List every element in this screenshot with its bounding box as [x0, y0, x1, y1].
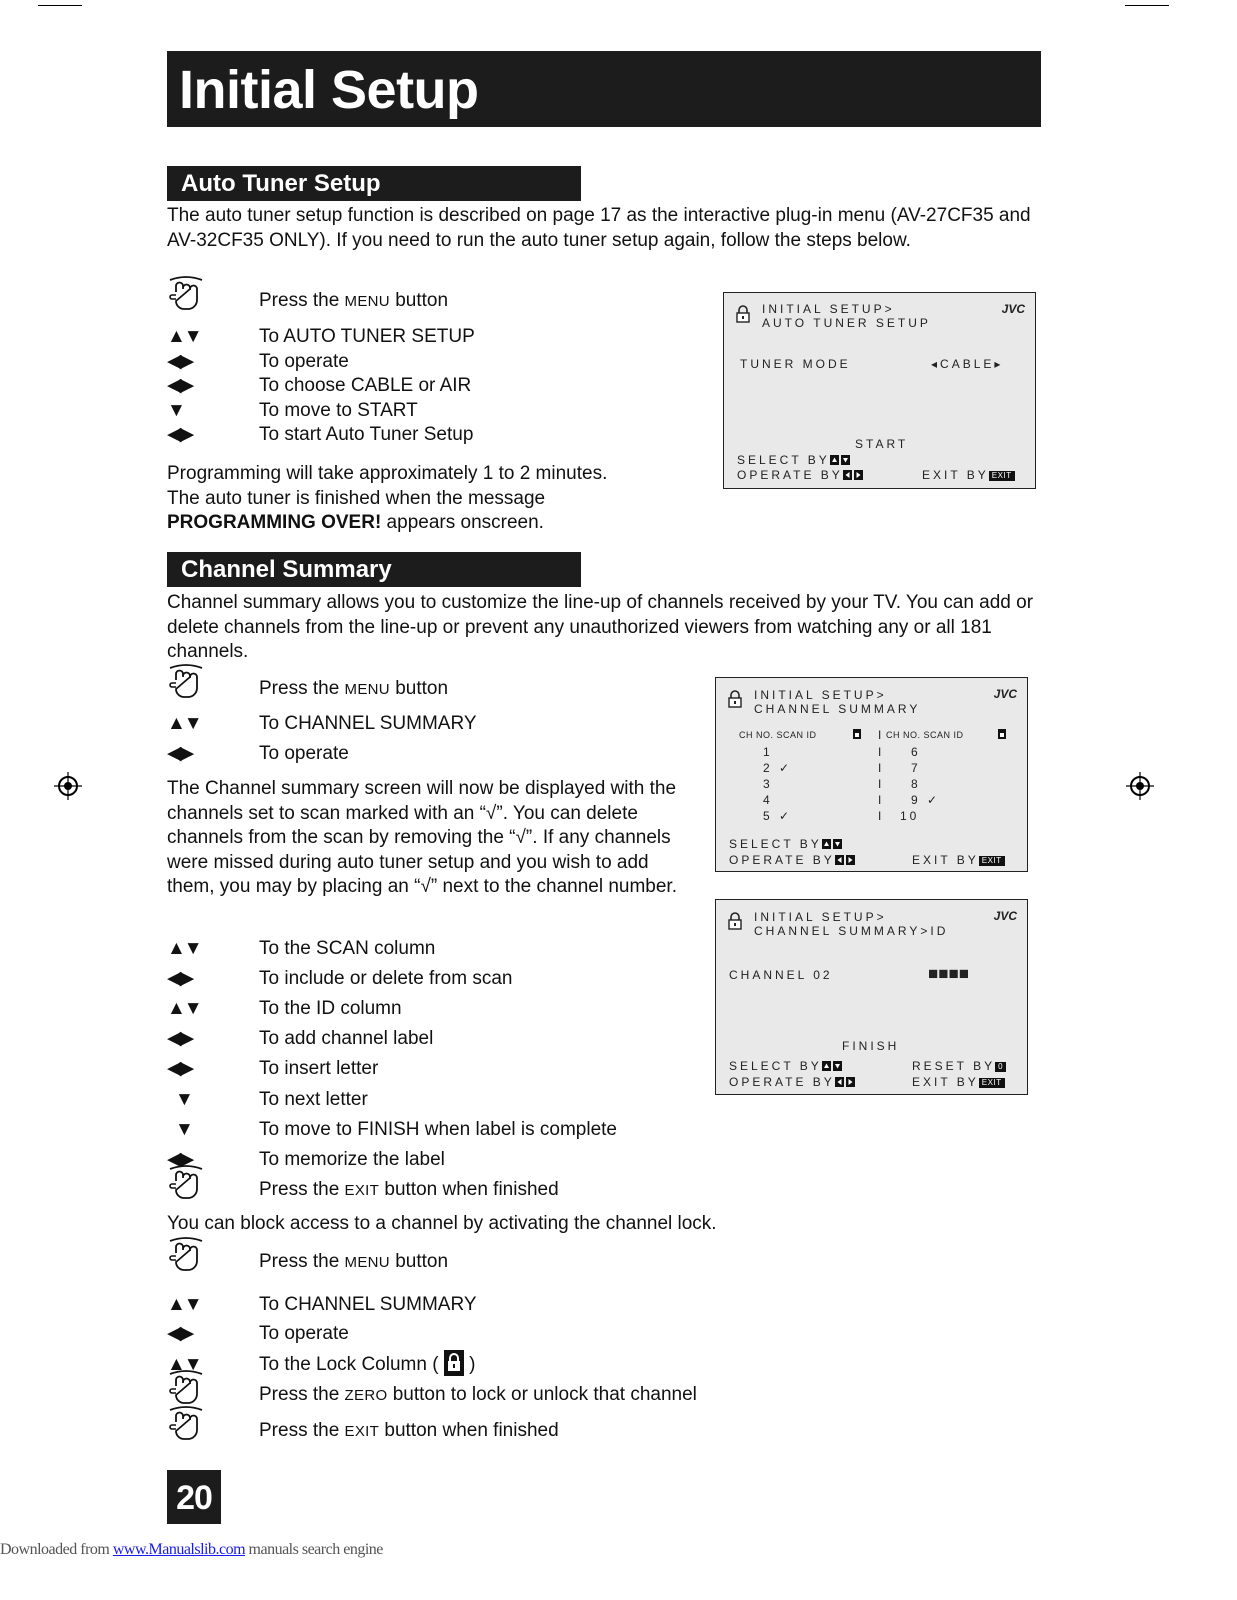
section-heading-auto-tuner: Auto Tuner Setup	[167, 166, 581, 201]
step-item: Press the MENU button	[167, 1247, 727, 1277]
menu-key-label: MENU	[344, 293, 390, 310]
step-item: ▼ To next letter	[167, 1085, 727, 1115]
left-right-arrows-icon: ◀▶	[167, 351, 193, 372]
check-icon: ✓	[927, 793, 941, 807]
step-item: ▲▼ To the Lock Column ( )	[167, 1350, 727, 1380]
up-down-arrows-icon: ▲▼	[167, 938, 201, 959]
lock-icon	[728, 912, 742, 930]
channel-summary-intro: Channel summary allows you to customize the line-up of channels received by your TV. You can add or delete channels from the line-up or prevent any unauthorized viewers from watching any or all 181 channels.	[167, 592, 1034, 662]
lock-icon	[736, 305, 750, 323]
up-down-arrows-icon: ▲▼	[167, 1354, 201, 1375]
exit-key-icon: EXIT	[979, 1078, 1005, 1088]
up-down-arrows-icon: ▲▼	[167, 998, 201, 1019]
registration-mark-icon	[1126, 772, 1154, 800]
step-item: ▲▼ To AUTO TUNER SETUP	[167, 322, 727, 352]
hand-press-icon	[167, 276, 217, 316]
step-item: ◀▶ To operate	[167, 739, 727, 769]
exit-key-icon: EXIT	[989, 471, 1015, 481]
up-down-key-icon	[822, 1060, 842, 1074]
lock-column-icon	[998, 729, 1006, 739]
left-right-key-icon	[835, 854, 855, 868]
crop-mark	[38, 5, 82, 6]
left-right-arrows-icon: ◀▶	[167, 1028, 193, 1049]
down-arrow-icon: ▼	[175, 1119, 192, 1140]
step-item: Press the MENU button	[167, 674, 727, 704]
left-right-arrows-icon: ◀▶	[167, 375, 193, 396]
step-item: ▲▼ To the SCAN column	[167, 934, 727, 964]
step-item: ▲▼ To CHANNEL SUMMARY	[167, 709, 727, 739]
step-item: ◀▶ To memorize the label	[167, 1145, 727, 1175]
step-item: ▲▼ To the ID column	[167, 994, 727, 1024]
step-item: ◀▶ To insert letter	[167, 1054, 727, 1084]
page-title: Initial Setup	[179, 60, 479, 120]
exit-key-icon: EXIT	[979, 856, 1005, 866]
step-item: Press the ZERO button to lock or unlock that channel	[167, 1380, 727, 1410]
left-right-arrows-icon: ◀▶	[167, 1323, 193, 1344]
hand-press-icon	[167, 1237, 217, 1277]
up-down-arrows-icon: ▲▼	[167, 326, 201, 347]
section-heading-channel-summary: Channel Summary	[167, 552, 581, 587]
hand-press-icon	[167, 664, 217, 704]
left-right-arrows-icon: ◀▶	[167, 1058, 193, 1079]
down-arrow-icon: ▼	[167, 400, 184, 421]
jvc-logo: JVC	[993, 687, 1017, 701]
hand-press-icon	[167, 1370, 217, 1410]
step-item: ◀▶ To add channel label	[167, 1024, 727, 1054]
up-down-key-icon	[830, 454, 850, 468]
step-item: Press the EXIT button when finished	[167, 1416, 727, 1446]
left-right-arrows-icon: ◀▶	[167, 1149, 193, 1170]
auto-tuner-intro: The auto tuner setup function is described on page 17 as the interactive plug-in menu (AV-27CF35 and AV-32CF35 ONLY). If you need to run the auto tuner setup again, follow the steps below.	[167, 205, 1031, 251]
channel-lock-intro: You can block access to a channel by activating the channel lock.	[167, 1213, 717, 1234]
lock-icon	[728, 690, 742, 708]
page-title-bar	[167, 51, 1041, 127]
step-item: ▼ To move to FINISH when label is complete	[167, 1115, 727, 1145]
osd-channel-summary-screen: INITIAL SETUP> CHANNEL SUMMARY JVC CH NO. SCAN ID I CH NO. SCAN ID 1 2 ✓ 3 4 5 ✓ I I I I I 6 7 8 9 ✓ 10 SELECT BY OPERATE BY EXIT BY EXIT	[715, 677, 1028, 872]
hand-press-icon	[167, 1406, 217, 1446]
step-item: Press the MENU button	[167, 286, 727, 316]
lock-column-icon	[853, 729, 861, 739]
jvc-logo: JVC	[993, 909, 1017, 923]
step-item: ◀▶ To operate	[167, 347, 727, 377]
left-right-key-icon	[843, 469, 863, 483]
id-cursor-blocks: ■■■■	[928, 964, 970, 983]
left-right-arrows-icon: ◀▶	[167, 743, 193, 764]
step-item: ◀▶ To choose CABLE or AIR	[167, 371, 727, 401]
channel-summary-explainer: The Channel summary screen will now be displayed with the channels set to scan marked with an “√”. You can delete channels from the scan by removing the “√”. If any channels were missed during auto tuner setup and you wish to add them, you may by placing an “√” next to the channel number.	[167, 778, 677, 897]
hand-press-icon	[167, 1165, 217, 1205]
up-down-arrows-icon: ▲▼	[167, 1294, 201, 1315]
up-down-key-icon	[822, 838, 842, 852]
registration-mark-icon	[54, 772, 82, 800]
step-item: ▲▼ To CHANNEL SUMMARY	[167, 1290, 727, 1320]
step-item: ▼ To move to START	[167, 396, 727, 426]
step-item: ◀▶ To operate	[167, 1319, 727, 1349]
step-item: ◀▶ To include or delete from scan	[167, 964, 727, 994]
step-item: Press the EXIT button when finished	[167, 1175, 727, 1205]
padlock-icon	[444, 1350, 464, 1376]
footer: Downloaded from www.Manualslib.com manuals search engine	[0, 1541, 383, 1558]
check-icon: ✓	[779, 809, 793, 823]
auto-tuner-note: Programming will take approximately 1 to 2 minutes. The auto tuner is finished when the message PROGRAMMING OVER! appears onscreen.	[167, 463, 608, 533]
up-down-arrows-icon: ▲▼	[167, 713, 201, 734]
osd-auto-tuner-screen: INITIAL SETUP> AUTO TUNER SETUP JVC TUNER MODE ◂CABLE▸ START SELECT BY OPERATE BY EXIT BY EXIT	[723, 292, 1036, 489]
step-item: ◀▶ To start Auto Tuner Setup	[167, 420, 727, 450]
manualslib-link[interactable]: www.Manualslib.com	[112, 1541, 246, 1558]
check-icon: ✓	[779, 761, 793, 775]
crop-mark	[1125, 5, 1169, 6]
left-right-arrows-icon: ◀▶	[167, 968, 193, 989]
left-right-arrows-icon: ◀▶	[167, 424, 193, 445]
page-number: 20	[167, 1470, 221, 1524]
down-arrow-icon: ▼	[175, 1089, 192, 1110]
jvc-logo: JVC	[1001, 302, 1025, 316]
left-right-key-icon	[835, 1076, 855, 1090]
osd-channel-id-screen: INITIAL SETUP> CHANNEL SUMMARY>ID JVC CHANNEL 02 ■■■■ FINISH SELECT BY RESET BY 0 OPERATE BY EXIT BY EXIT	[715, 899, 1028, 1095]
zero-key-icon: 0	[995, 1062, 1006, 1072]
